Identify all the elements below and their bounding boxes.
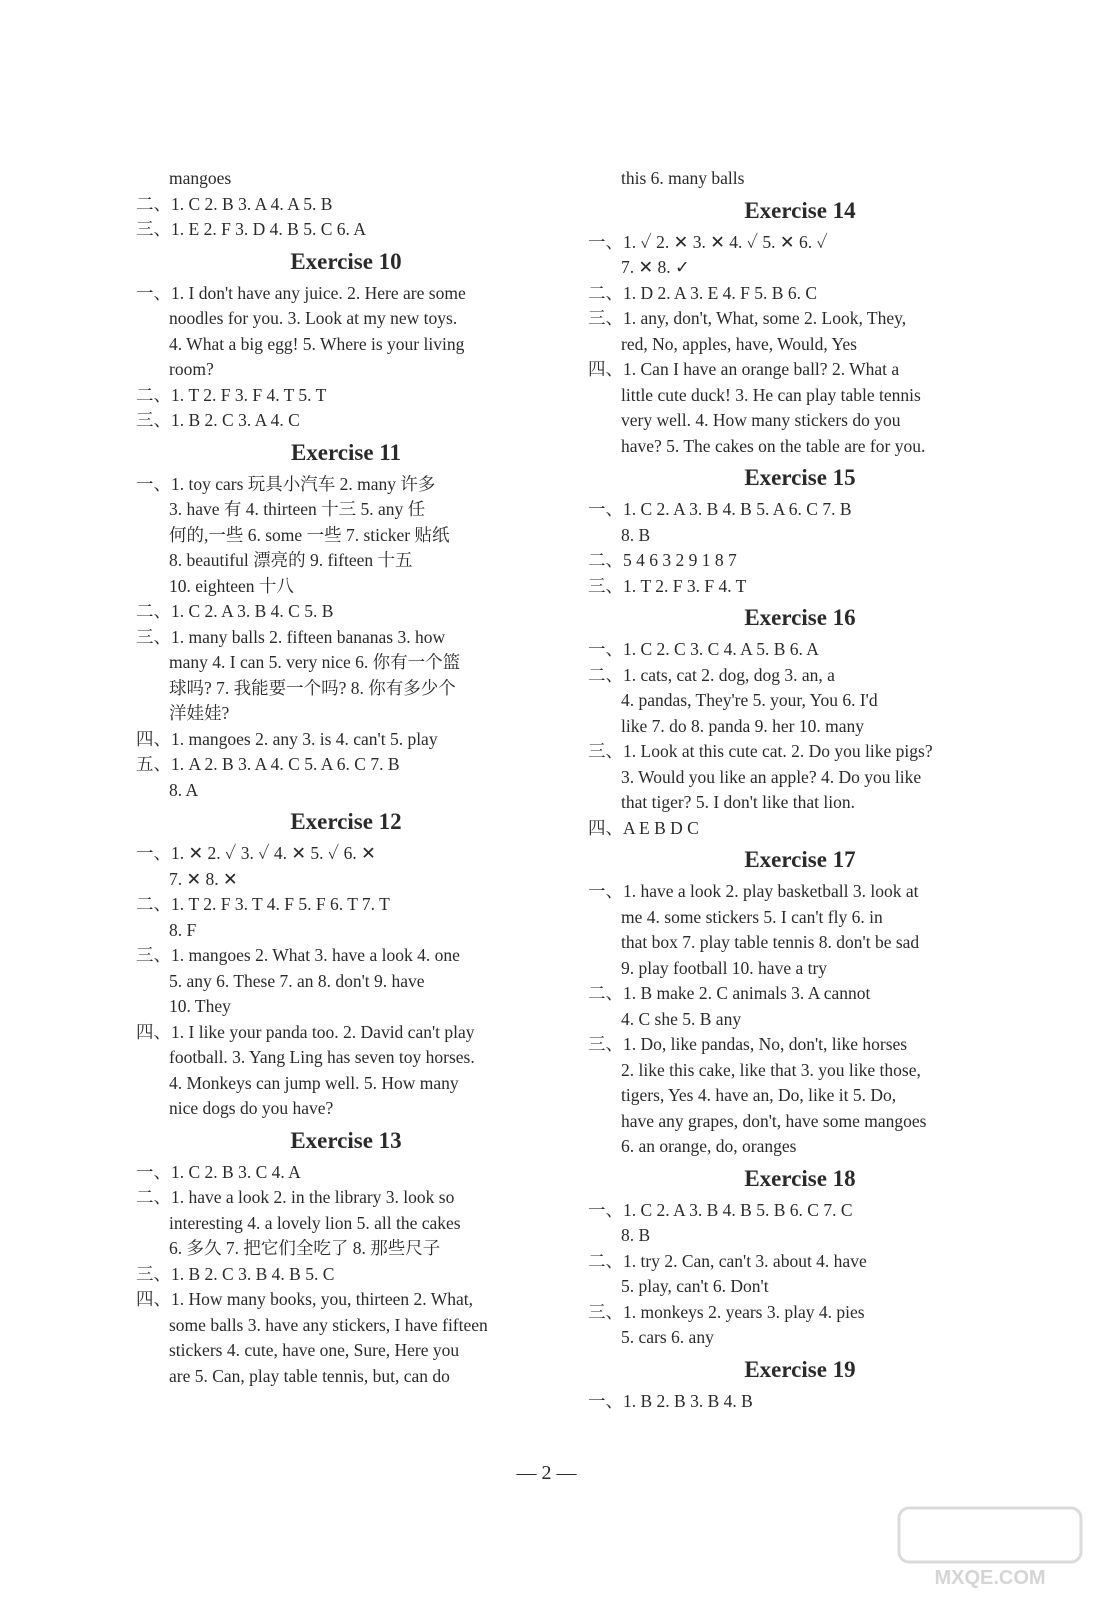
watermark-text: MXQE.COM <box>934 1567 1046 1589</box>
answer-line: 三、1. B 2. C 3. B 4. B 5. C <box>136 1263 335 1284</box>
answer-line: 三、1. monkeys 2. years 3. play 4. pies <box>588 1301 865 1322</box>
answer-line: 一、1. have a look 2. play basketball 3. look at <box>588 881 919 901</box>
exercise-heading: Exercise 11 <box>290 439 402 465</box>
answer-line-continued: tigers, Yes 4. have an, Do, like it 5. Do, <box>621 1085 897 1105</box>
answer-line: 一、1. ✕ 2. ✓ 3. ✓ 4. ✕ 5. ✓ 6. ✕ <box>136 843 376 863</box>
answer-line: 二、1. C 2. A 3. B 4. C 5. B <box>136 601 334 621</box>
exercise-heading: Exercise 17 <box>744 847 856 872</box>
answer-line: 二、1. cats, cat 2. dog, dog 3. an, a <box>588 664 835 685</box>
answer-line-continued: 8. A <box>169 779 199 800</box>
answer-line: 二、1. have a look 2. in the library 3. look so <box>136 1187 455 1207</box>
answer-line: 二、1. B make 2. C animals 3. A cannot <box>588 983 871 1003</box>
answer-line: 三、1. B 2. C 3. A 4. C <box>136 410 300 430</box>
answer-line-continued: 6. an orange, do, oranges <box>621 1136 797 1156</box>
answer-line-continued: stickers 4. cute, have one, Sure, Here you <box>169 1340 460 1360</box>
answer-line-continued: little cute duck! 3. He can play table tennis <box>621 384 921 405</box>
answer-line-continued: 10. eighteen 十八 <box>169 575 294 596</box>
right-column <box>588 166 1012 1414</box>
answer-line: 一、1. B 2. B 3. B 4. B <box>588 1390 753 1411</box>
answer-line-continued: 2. like this cake, like that 3. you like those, <box>621 1059 921 1080</box>
answer-line-continued: nice dogs do you have? <box>169 1098 334 1118</box>
answer-line-continued: that box 7. play table tennis 8. don't be sad <box>621 932 920 952</box>
answer-line-continued: this 6. many balls <box>621 168 745 188</box>
answer-line: 一、1. ✓ 2. ✕ 3. ✕ 4. ✓ 5. ✕ 6. ✓ <box>588 231 828 252</box>
answer-line-continued: 8. F <box>169 919 197 940</box>
answer-line-continued: 球吗? 7. 我能要一个吗? 8. 你有多少个 <box>169 677 456 698</box>
answer-line-continued: 5. cars 6. any <box>621 1327 714 1347</box>
answer-line-continued: 8. B <box>621 524 651 545</box>
answer-line-continued: 5. any 6. These 7. an 8. don't 9. have <box>169 970 425 991</box>
answer-line-continued: 4. C she 5. B any <box>621 1008 742 1029</box>
answer-line-continued: me 4. some stickers 5. I can't fly 6. in <box>621 906 883 927</box>
answer-line: 一、1. toy cars 玩具小汽车 2. many 许多 <box>136 473 436 494</box>
answer-line: 三、1. any, don't, What, some 2. Look, They, <box>588 308 907 328</box>
answer-line: 二、1. try 2. Can, can't 3. about 4. have <box>588 1250 867 1271</box>
answer-line: 四、A E B D C <box>588 817 699 838</box>
answer-line: 三、1. E 2. F 3. D 4. B 5. C 6. A <box>136 219 366 239</box>
answer-line-continued: 5. play, can't 6. Don't <box>621 1276 769 1296</box>
answer-line-continued: like 7. do 8. panda 9. her 10. many <box>621 715 865 736</box>
answer-line-continued: 4. Monkeys can jump well. 5. How many <box>169 1072 459 1093</box>
answer-line: 二、1. D 2. A 3. E 4. F 5. B 6. C <box>588 282 817 303</box>
answer-line: 三、1. Do, like pandas, No, don't, like horses <box>588 1034 908 1054</box>
answer-line-continued: 4. pandas, They're 5. your, You 6. I'd <box>621 690 878 710</box>
answer-line-continued: some balls 3. have any stickers, I have fifteen <box>169 1314 488 1335</box>
answer-line: 一、1. C 2. B 3. C 4. A <box>136 1161 301 1182</box>
answer-line-continued: 7. ✕ 8. ✓ <box>621 257 690 277</box>
answer-line-continued: 6. 多久 7. 把它们全吃了 8. 那些尺子 <box>169 1238 441 1258</box>
answer-line: 二、1. T 2. F 3. F 4. T 5. T <box>136 384 327 405</box>
answer-line: 一、1. C 2. A 3. B 4. B 5. A 6. C 7. B <box>588 499 852 519</box>
answer-line: 三、1. mangoes 2. What 3. have a look 4. one <box>136 945 460 965</box>
answer-line-continued: are 5. Can, play table tennis, but, can do <box>169 1365 450 1386</box>
exercise-heading: Exercise 14 <box>744 197 856 223</box>
answer-line: 四、1. I like your panda too. 2. David can't play <box>136 1021 475 1042</box>
answer-line-continued: many 4. I can 5. very nice 6. 你有一个篮 <box>169 652 461 672</box>
watermark-logo <box>895 1504 1085 1594</box>
exercise-heading: Exercise 10 <box>290 248 402 274</box>
answer-line-continued: have any grapes, don't, have some mangoes <box>621 1110 927 1131</box>
exercise-heading: Exercise 19 <box>744 1356 856 1382</box>
answer-line-continued: 8. B <box>621 1225 651 1245</box>
answer-line-continued: 洋娃娃? <box>169 703 230 723</box>
answer-line-continued: 10. They <box>169 996 231 1016</box>
answer-line: 一、1. C 2. A 3. B 4. B 5. B 6. C 7. C <box>588 1199 853 1220</box>
answer-line-continued: mangoes <box>169 168 232 188</box>
answer-line: 三、1. Look at this cute cat. 2. Do you like pigs? <box>588 741 933 761</box>
answer-line-continued: 7. ✕ 8. ✕ <box>169 868 238 889</box>
exercise-heading: Exercise 15 <box>744 465 856 490</box>
answer-line: 一、1. C 2. C 3. C 4. A 5. B 6. A <box>588 639 819 659</box>
answer-line: 二、1. C 2. B 3. A 4. A 5. B <box>136 193 333 214</box>
answer-line-continued: have? 5. The cakes on the table are for you. <box>621 435 926 456</box>
answer-line-continued: 8. beautiful 漂亮的 9. fifteen 十五 <box>169 550 413 570</box>
answer-line-continued: 3. have 有 4. thirteen 十三 5. any 任 <box>169 499 426 519</box>
answer-line-continued: 9. play football 10. have a try <box>621 957 828 978</box>
answer-line: 二、1. T 2. F 3. T 4. F 5. F 6. T 7. T <box>136 894 390 914</box>
answer-line-continued: interesting 4. a lovely lion 5. all the cakes <box>169 1212 461 1233</box>
answer-line-continued: that tiger? 5. I don't like that lion. <box>621 792 856 812</box>
page-number: — 2 — <box>516 1462 577 1484</box>
answer-line: 一、1. I don't have any juice. 2. Here are some <box>136 282 466 303</box>
answer-line-continued: noodles for you. 3. Look at my new toys. <box>169 308 458 328</box>
answer-line-continued: 何的,一些 6. some 一些 7. sticker 贴纸 <box>169 524 450 545</box>
answer-line: 四、1. mangoes 2. any 3. is 4. can't 5. play <box>136 728 438 749</box>
exercise-heading: Exercise 18 <box>744 1165 856 1191</box>
answer-line-continued: 4. What a big egg! 5. Where is your living <box>169 333 465 354</box>
answer-line-continued: red, No, apples, have, Would, Yes <box>621 333 857 354</box>
left-column <box>136 166 556 1389</box>
answer-line-continued: very well. 4. How many stickers do you <box>621 410 901 430</box>
answer-line: 三、1. many balls 2. fifteen bananas 3. how <box>136 626 446 647</box>
exercise-heading: Exercise 13 <box>290 1127 402 1153</box>
answer-line: 二、5 4 6 3 2 9 1 8 7 <box>588 550 737 570</box>
answer-line: 四、1. Can I have an orange ball? 2. What a <box>588 359 900 379</box>
answer-line: 五、1. A 2. B 3. A 4. C 5. A 6. C 7. B <box>136 754 400 774</box>
answer-line: 四、1. How many books, you, thirteen 2. What, <box>136 1289 473 1309</box>
answer-line: 三、1. T 2. F 3. F 4. T <box>588 575 747 596</box>
answer-line-continued: 3. Would you like an apple? 4. Do you like <box>621 766 922 787</box>
answer-line-continued: football. 3. Yang Ling has seven toy horses. <box>169 1047 475 1067</box>
exercise-heading: Exercise 16 <box>744 605 856 630</box>
exercise-heading: Exercise 12 <box>290 809 402 834</box>
answer-line-continued: room? <box>169 359 214 379</box>
